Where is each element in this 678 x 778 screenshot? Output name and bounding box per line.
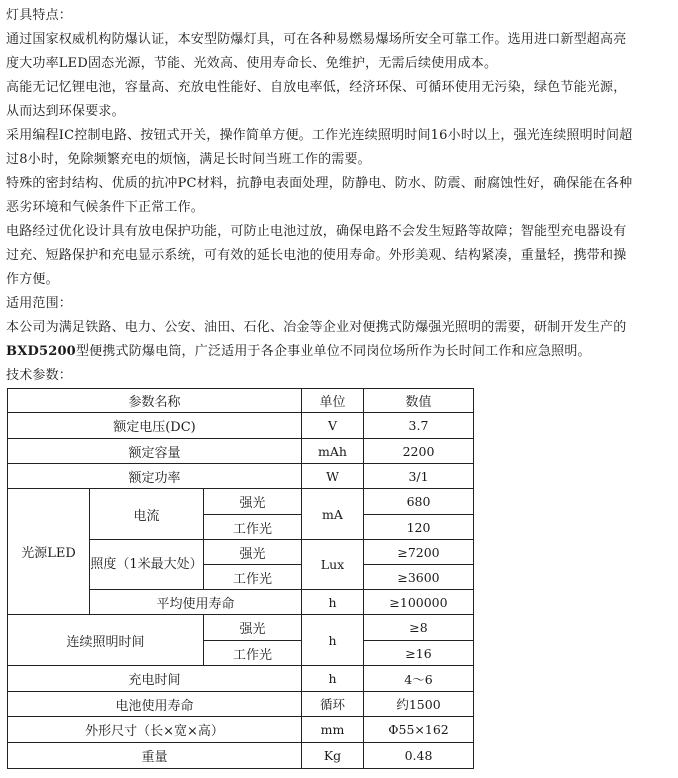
sub-param-strong: 强光 [204,615,302,641]
param-unit: Kg [302,743,364,769]
param-value: 0.48 [364,743,474,769]
param-value: ≥8 [364,615,474,641]
scope-heading: 适用范围： [6,296,73,311]
document-body [6,4,670,388]
features-line: 恶劣环境和气候条件下正常工作。 [6,200,205,215]
param-name: 连续照明时间 [8,615,204,666]
features-line: 通过国家权威机构防爆认证，本安型防爆灯具，可在各种易燃易爆场所安全可靠工作。选用进口新型超高亮 [6,32,627,47]
scope-line-rest: 型便携式防爆电筒，广泛适用于各企事业单位不同岗位场所作为长时间工作和应急照明。 [75,344,591,359]
param-value: 120 [364,515,474,540]
features-line: 度大功率LED固态光源，节能、光效高、使用寿命长、免维护，无需后续使用成本。 [6,56,498,71]
param-name: 外形尺寸（长×宽×高） [8,717,302,743]
sub-param-work: 工作光 [204,515,302,540]
param-name: 额定功率 [8,464,302,489]
param-unit: mA [302,489,364,540]
features-line: 从而达到环保要求。 [6,104,125,119]
param-name: 电流 [90,489,204,540]
param-name: 额定容量 [8,439,302,464]
param-unit: V [302,413,364,439]
light-source-label: 光源LED [8,489,90,615]
param-value: 4～6 [364,666,474,692]
table-row [8,413,474,439]
param-value: 2200 [364,439,474,464]
param-unit: h [302,666,364,692]
features-line: 作方便。 [6,272,59,287]
param-value: ≥7200 [364,540,474,565]
param-unit: h [302,590,364,615]
table-row [8,692,474,717]
scope-line: 本公司为满足铁路、电力、公安、油田、石化、冶金等企业对便携式防爆强光照明的需要，研制开发生产的 [6,320,627,335]
table-row [8,389,474,413]
header-unit: 单位 [302,389,364,413]
param-name: 照度（1米最大处） [90,540,204,590]
scope-line [6,340,670,364]
param-unit: mm [302,717,364,743]
param-unit: h [302,615,364,666]
param-unit: W [302,464,364,489]
param-unit: Lux [302,540,364,590]
table-row [8,439,474,464]
param-name: 充电时间 [8,666,302,692]
table-row [8,717,474,743]
param-name: 平均使用寿命 [90,590,302,615]
table-row [8,743,474,769]
param-unit: 循环 [302,692,364,717]
param-value: ≥100000 [364,590,474,615]
sub-param-work: 工作光 [204,565,302,590]
table-row [8,615,474,641]
header-value: 数值 [364,389,474,413]
table-row [8,489,474,515]
table-row [8,666,474,692]
features-line: 过充、短路保护和充电显示系统，可有效的延长电池的使用寿命。外形美观、结构紧凑，重量轻，携带和操 [6,248,627,263]
param-value: ≥16 [364,641,474,666]
param-value: 3/1 [364,464,474,489]
param-value: Φ55×162 [364,717,474,743]
param-value: 3.7 [364,413,474,439]
sub-param-work: 工作光 [204,641,302,666]
tech-heading: 技术参数： [6,368,73,383]
features-line: 过8小时，免除频繁充电的烦恼，满足长时间当班工作的需要。 [6,152,371,167]
sub-param-strong: 强光 [204,540,302,565]
sub-param-strong: 强光 [204,489,302,515]
param-name: 电池使用寿命 [8,692,302,717]
features-line: 采用编程IC控制电路、按钮式开关，操作简单方便。工作光连续照明时间16小时以上，强光连续照明时间超 [6,128,633,143]
param-value: ≥3600 [364,565,474,590]
param-value: 680 [364,489,474,515]
features-heading: 灯具特点： [6,8,73,23]
param-value: 约1500 [364,692,474,717]
param-unit: mAh [302,439,364,464]
header-param-name: 参数名称 [8,389,302,413]
spec-table [7,388,474,769]
model-number: BXD5200 [6,344,76,359]
param-name: 额定电压(DC) [8,413,302,439]
table-row [8,464,474,489]
param-name: 重量 [8,743,302,769]
features-line: 电路经过优化设计具有放电保护功能，可防止电池过放，确保电路不会发生短路等故障；智能型充电器设有 [6,224,627,239]
features-line: 高能无记忆锂电池，容量高、充放电性能好、自放电率低，经济环保、可循环使用无污染，绿色节能光源， [6,80,627,95]
features-line: 特殊的密封结构、优质的抗冲PC材料，抗静电表面处理，防静电、防水、防震、耐腐蚀性好，确保能在各种 [6,176,633,191]
